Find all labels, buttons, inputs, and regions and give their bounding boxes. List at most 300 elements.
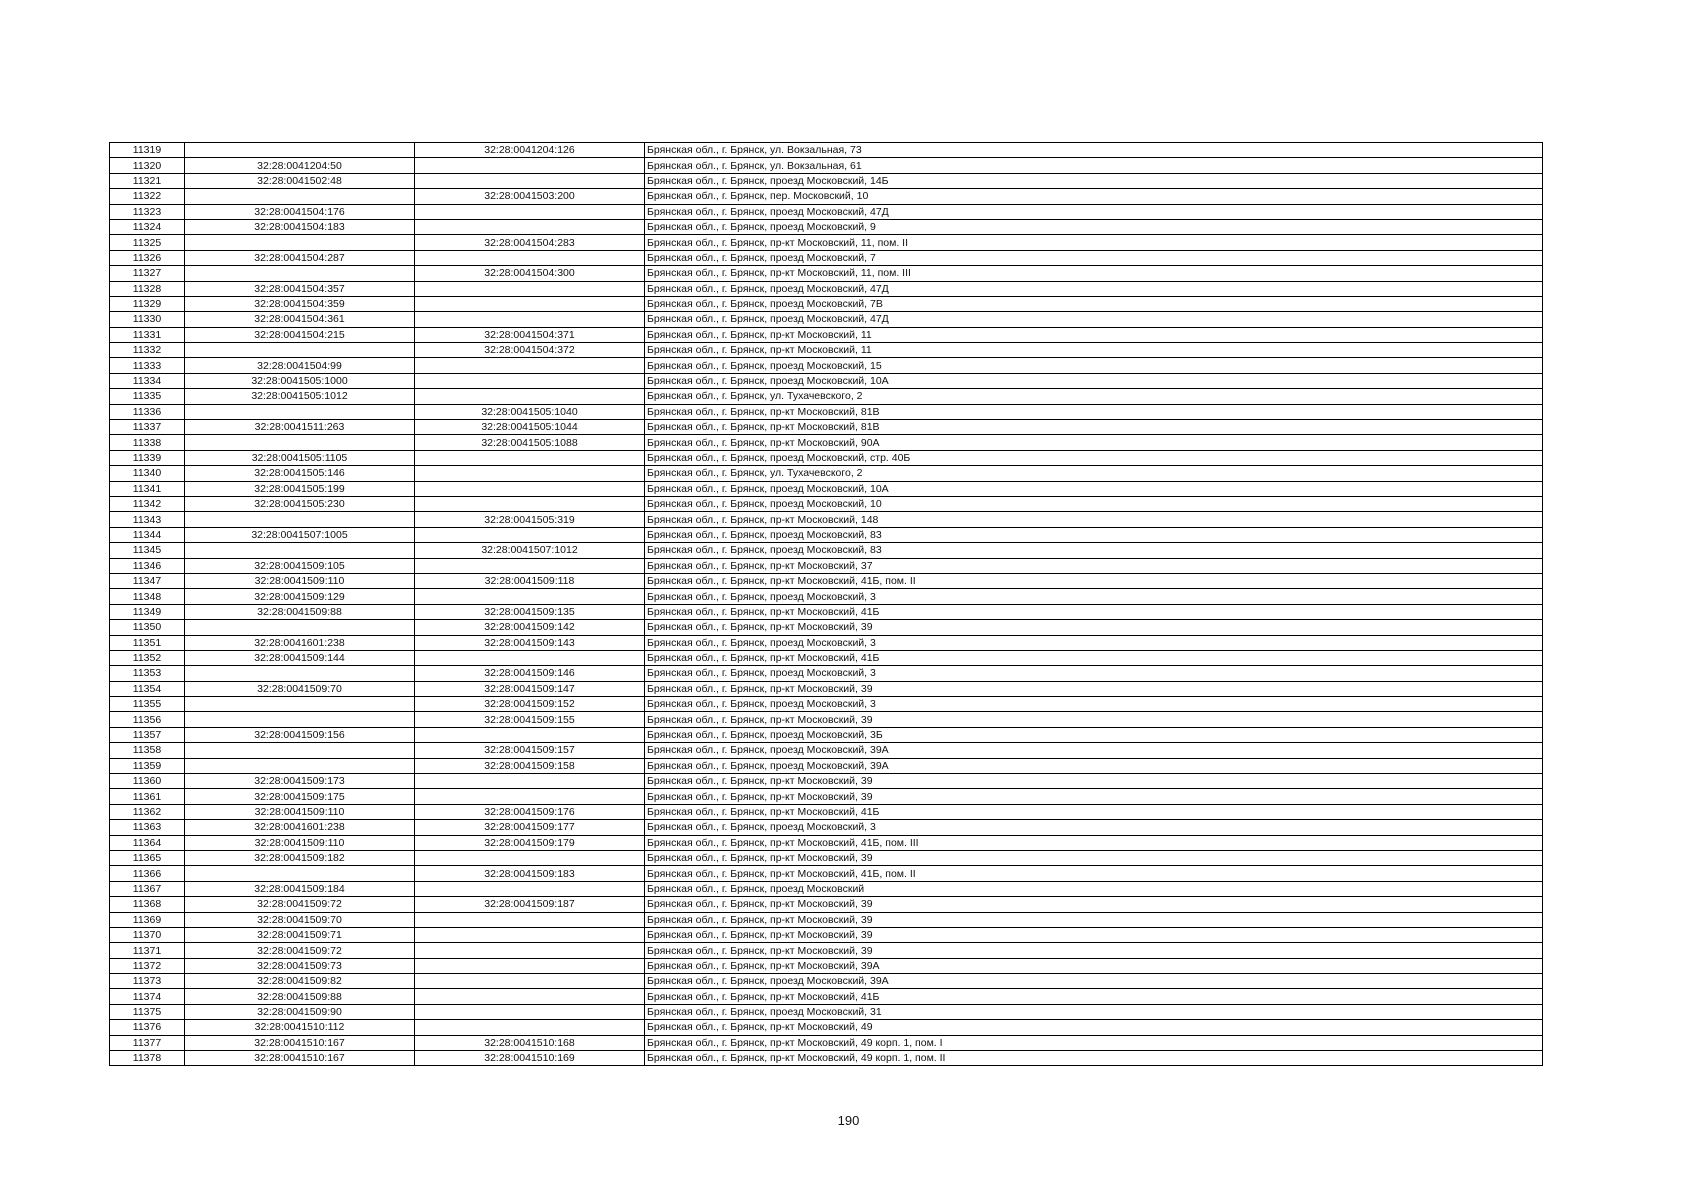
cadastral-number-cell: 32:28:0041509:129: [185, 589, 415, 604]
linked-cadastral-number-cell: 32:28:0041505:1040: [415, 404, 645, 419]
linked-cadastral-number-cell: [415, 312, 645, 327]
table-row: [110, 512, 1543, 527]
table-row: [110, 866, 1543, 881]
linked-cadastral-number-cell: 32:28:0041507:1012: [415, 543, 645, 558]
address-cell: Брянская обл., г. Брянск, пр-кт Московский, 41Б: [645, 804, 1543, 819]
table-row: [110, 789, 1543, 804]
address-cell: Брянская обл., г. Брянск, пр-кт Московский, 41Б, пом. II: [645, 573, 1543, 588]
table-row: [110, 620, 1543, 635]
address-cell: Брянская обл., г. Брянск, пр-кт Московский, 148: [645, 512, 1543, 527]
address-cell: Брянская обл., г. Брянск, пр-кт Московский, 41Б: [645, 989, 1543, 1004]
address-cell: Брянская обл., г. Брянск, ул. Вокзальная, 73: [645, 143, 1543, 158]
table-row: [110, 681, 1543, 696]
cadastral-number-cell: 32:28:0041509:70: [185, 912, 415, 927]
table-row: [110, 758, 1543, 773]
address-cell: Брянская обл., г. Брянск, пр-кт Московский, 39: [645, 774, 1543, 789]
linked-cadastral-number-cell: [415, 774, 645, 789]
row-number-cell: 11341: [110, 481, 185, 496]
linked-cadastral-number-cell: 32:28:0041509:118: [415, 573, 645, 588]
address-cell: Брянская обл., г. Брянск, пр-кт Московский, 41Б: [645, 650, 1543, 665]
cadastral-number-cell: 32:28:0041502:48: [185, 173, 415, 188]
row-number-cell: 11335: [110, 389, 185, 404]
table-row: [110, 573, 1543, 588]
row-number-cell: 11337: [110, 420, 185, 435]
linked-cadastral-number-cell: 32:28:0041204:126: [415, 143, 645, 158]
cadastral-number-cell: [185, 758, 415, 773]
address-cell: Брянская обл., г. Брянск, ул. Вокзальная, 61: [645, 158, 1543, 173]
cadastral-number-cell: [185, 712, 415, 727]
cadastral-number-cell: [185, 235, 415, 250]
table-row: [110, 958, 1543, 973]
linked-cadastral-number-cell: [415, 173, 645, 188]
linked-cadastral-number-cell: [415, 912, 645, 927]
linked-cadastral-number-cell: 32:28:0041509:158: [415, 758, 645, 773]
table-row: [110, 712, 1543, 727]
cadastral-number-cell: 32:28:0041509:88: [185, 989, 415, 1004]
address-cell: Брянская обл., г. Брянск, ул. Тухачевского, 2: [645, 389, 1543, 404]
table-row: [110, 943, 1543, 958]
row-number-cell: 11355: [110, 697, 185, 712]
cadastral-number-cell: [185, 512, 415, 527]
table-row: [110, 804, 1543, 819]
row-number-cell: 11378: [110, 1051, 185, 1066]
row-number-cell: 11347: [110, 573, 185, 588]
linked-cadastral-number-cell: [415, 466, 645, 481]
row-number-cell: 11370: [110, 927, 185, 942]
address-cell: Брянская обл., г. Брянск, проезд Московский, 3Б: [645, 727, 1543, 742]
row-number-cell: 11338: [110, 435, 185, 450]
cadastral-number-cell: 32:28:0041509:88: [185, 604, 415, 619]
linked-cadastral-number-cell: [415, 943, 645, 958]
address-cell: Брянская обл., г. Брянск, проезд Московский, 39А: [645, 743, 1543, 758]
cadastral-number-cell: 32:28:0041509:73: [185, 958, 415, 973]
cadastral-number-cell: [185, 743, 415, 758]
row-number-cell: 11320: [110, 158, 185, 173]
address-cell: Брянская обл., г. Брянск, пр-кт Московский, 39: [645, 912, 1543, 927]
address-cell: Брянская обл., г. Брянск, проезд Московский, 31: [645, 1004, 1543, 1019]
address-cell: Брянская обл., г. Брянск, проезд Московский, 3: [645, 820, 1543, 835]
cadastral-number-cell: 32:28:0041504:176: [185, 204, 415, 219]
linked-cadastral-number-cell: [415, 1020, 645, 1035]
row-number-cell: 11367: [110, 881, 185, 896]
table-row: [110, 327, 1543, 342]
linked-cadastral-number-cell: 32:28:0041509:135: [415, 604, 645, 619]
table-row: [110, 558, 1543, 573]
table-row: [110, 420, 1543, 435]
address-cell: Брянская обл., г. Брянск, пр-кт Московский, 49 корп. 1, пом. II: [645, 1051, 1543, 1066]
address-cell: Брянская обл., г. Брянск, пр-кт Московский, 11: [645, 343, 1543, 358]
cadastral-number-cell: 32:28:0041509:184: [185, 881, 415, 896]
table-row: [110, 697, 1543, 712]
linked-cadastral-number-cell: [415, 974, 645, 989]
linked-cadastral-number-cell: [415, 789, 645, 804]
linked-cadastral-number-cell: [415, 389, 645, 404]
address-cell: Брянская обл., г. Брянск, пер. Московский, 10: [645, 189, 1543, 204]
address-cell: Брянская обл., г. Брянск, пр-кт Московский, 49: [645, 1020, 1543, 1035]
table-row: [110, 774, 1543, 789]
cadastral-number-cell: [185, 435, 415, 450]
address-cell: Брянская обл., г. Брянск, пр-кт Московский, 11, пом. II: [645, 235, 1543, 250]
linked-cadastral-number-cell: 32:28:0041509:146: [415, 666, 645, 681]
table-row: [110, 358, 1543, 373]
address-cell: Брянская обл., г. Брянск, проезд Московский, 10А: [645, 481, 1543, 496]
address-cell: Брянская обл., г. Брянск, проезд Московский, 3: [645, 666, 1543, 681]
row-number-cell: 11343: [110, 512, 185, 527]
cadastral-number-cell: 32:28:0041511:263: [185, 420, 415, 435]
row-number-cell: 11356: [110, 712, 185, 727]
cadastral-number-cell: 32:28:0041505:1105: [185, 450, 415, 465]
table-row: [110, 296, 1543, 311]
cadastral-number-cell: 32:28:0041504:215: [185, 327, 415, 342]
cadastral-number-cell: 32:28:0041504:183: [185, 219, 415, 234]
address-cell: Брянская обл., г. Брянск, проезд Московский, 10: [645, 496, 1543, 511]
cadastral-number-cell: 32:28:0041505:1012: [185, 389, 415, 404]
row-number-cell: 11327: [110, 266, 185, 281]
row-number-cell: 11329: [110, 296, 185, 311]
address-cell: Брянская обл., г. Брянск, пр-кт Московский, 39: [645, 850, 1543, 865]
table-row: [110, 912, 1543, 927]
linked-cadastral-number-cell: 32:28:0041505:1088: [415, 435, 645, 450]
linked-cadastral-number-cell: [415, 481, 645, 496]
row-number-cell: 11369: [110, 912, 185, 927]
cadastral-number-cell: 32:28:0041509:110: [185, 573, 415, 588]
linked-cadastral-number-cell: [415, 958, 645, 973]
cadastral-number-cell: 32:28:0041204:50: [185, 158, 415, 173]
row-number-cell: 11357: [110, 727, 185, 742]
cadastral-number-cell: 32:28:0041504:287: [185, 250, 415, 265]
linked-cadastral-number-cell: 32:28:0041509:152: [415, 697, 645, 712]
address-cell: Брянская обл., г. Брянск, проезд Московский, 39А: [645, 974, 1543, 989]
address-cell: Брянская обл., г. Брянск, пр-кт Московский, 39: [645, 620, 1543, 635]
cadastral-number-cell: 32:28:0041510:112: [185, 1020, 415, 1035]
cadastral-number-cell: 32:28:0041504:359: [185, 296, 415, 311]
address-cell: Брянская обл., г. Брянск, проезд Московский, 7В: [645, 296, 1543, 311]
table-row: [110, 312, 1543, 327]
table-row: [110, 1035, 1543, 1050]
row-number-cell: 11351: [110, 635, 185, 650]
table-row: [110, 343, 1543, 358]
cadastral-number-cell: [185, 404, 415, 419]
row-number-cell: 11354: [110, 681, 185, 696]
linked-cadastral-number-cell: 32:28:0041504:283: [415, 235, 645, 250]
table-row: [110, 143, 1543, 158]
table-row: [110, 820, 1543, 835]
address-cell: Брянская обл., г. Брянск, пр-кт Московский, 39: [645, 789, 1543, 804]
linked-cadastral-number-cell: 32:28:0041509:187: [415, 897, 645, 912]
row-number-cell: 11328: [110, 281, 185, 296]
table-row: [110, 604, 1543, 619]
cadastral-number-cell: 32:28:0041509:182: [185, 850, 415, 865]
linked-cadastral-number-cell: [415, 881, 645, 896]
address-cell: Брянская обл., г. Брянск, проезд Московский, стр. 40Б: [645, 450, 1543, 465]
address-cell: Брянская обл., г. Брянск, пр-кт Московский, 39А: [645, 958, 1543, 973]
linked-cadastral-number-cell: [415, 1004, 645, 1019]
cadastral-number-cell: 32:28:0041510:167: [185, 1051, 415, 1066]
address-cell: Брянская обл., г. Брянск, пр-кт Московский, 49 корп. 1, пом. I: [645, 1035, 1543, 1050]
row-number-cell: 11339: [110, 450, 185, 465]
address-cell: Брянская обл., г. Брянск, пр-кт Московский, 81В: [645, 420, 1543, 435]
address-cell: Брянская обл., г. Брянск, проезд Московский, 9: [645, 219, 1543, 234]
row-number-cell: 11375: [110, 1004, 185, 1019]
address-cell: Брянская обл., г. Брянск, проезд Московский, 47Д: [645, 204, 1543, 219]
address-cell: Брянская обл., г. Брянск, проезд Московский, 83: [645, 527, 1543, 542]
row-number-cell: 11325: [110, 235, 185, 250]
row-number-cell: 11332: [110, 343, 185, 358]
row-number-cell: 11323: [110, 204, 185, 219]
row-number-cell: 11331: [110, 327, 185, 342]
linked-cadastral-number-cell: [415, 496, 645, 511]
cadastral-number-cell: 32:28:0041509:70: [185, 681, 415, 696]
linked-cadastral-number-cell: [415, 989, 645, 1004]
table-row: [110, 835, 1543, 850]
address-cell: Брянская обл., г. Брянск, пр-кт Московский, 81В: [645, 404, 1543, 419]
row-number-cell: 11333: [110, 358, 185, 373]
address-cell: Брянская обл., г. Брянск, проезд Московский, 83: [645, 543, 1543, 558]
cadastral-number-cell: [185, 697, 415, 712]
table-row: [110, 496, 1543, 511]
address-cell: Брянская обл., г. Брянск, пр-кт Московский, 39: [645, 943, 1543, 958]
linked-cadastral-number-cell: [415, 927, 645, 942]
linked-cadastral-number-cell: [415, 358, 645, 373]
cadastral-number-cell: 32:28:0041601:238: [185, 820, 415, 835]
row-number-cell: 11336: [110, 404, 185, 419]
linked-cadastral-number-cell: 32:28:0041509:147: [415, 681, 645, 696]
cadastral-number-cell: [185, 866, 415, 881]
table-row: [110, 989, 1543, 1004]
row-number-cell: 11330: [110, 312, 185, 327]
row-number-cell: 11326: [110, 250, 185, 265]
linked-cadastral-number-cell: [415, 281, 645, 296]
address-cell: Брянская обл., г. Брянск, пр-кт Московский, 39: [645, 712, 1543, 727]
cadastral-number-cell: [185, 543, 415, 558]
cadastral-number-cell: 32:28:0041507:1005: [185, 527, 415, 542]
table-row: [110, 927, 1543, 942]
table-row: [110, 481, 1543, 496]
table-row: [110, 373, 1543, 388]
address-cell: Брянская обл., г. Брянск, проезд Московский, 47Д: [645, 281, 1543, 296]
linked-cadastral-number-cell: [415, 158, 645, 173]
linked-cadastral-number-cell: 32:28:0041509:176: [415, 804, 645, 819]
row-number-cell: 11376: [110, 1020, 185, 1035]
address-cell: Брянская обл., г. Брянск, пр-кт Московский, 39: [645, 927, 1543, 942]
row-number-cell: 11353: [110, 666, 185, 681]
address-cell: Брянская обл., г. Брянск, проезд Московский, 39А: [645, 758, 1543, 773]
linked-cadastral-number-cell: 32:28:0041505:319: [415, 512, 645, 527]
cadastral-number-cell: 32:28:0041601:238: [185, 635, 415, 650]
linked-cadastral-number-cell: 32:28:0041510:169: [415, 1051, 645, 1066]
registry-table: [109, 142, 1543, 1066]
row-number-cell: 11352: [110, 650, 185, 665]
row-number-cell: 11364: [110, 835, 185, 850]
linked-cadastral-number-cell: 32:28:0041509:143: [415, 635, 645, 650]
address-cell: Брянская обл., г. Брянск, проезд Московский, 15: [645, 358, 1543, 373]
address-cell: Брянская обл., г. Брянск, проезд Московский, 47Д: [645, 312, 1543, 327]
cadastral-number-cell: 32:28:0041509:173: [185, 774, 415, 789]
row-number-cell: 11358: [110, 743, 185, 758]
row-number-cell: 11334: [110, 373, 185, 388]
row-number-cell: 11363: [110, 820, 185, 835]
cadastral-number-cell: [185, 343, 415, 358]
cadastral-number-cell: 32:28:0041509:105: [185, 558, 415, 573]
cadastral-number-cell: 32:28:0041510:167: [185, 1035, 415, 1050]
table-row: [110, 450, 1543, 465]
table-row: [110, 219, 1543, 234]
cadastral-number-cell: 32:28:0041509:72: [185, 897, 415, 912]
table-row: [110, 281, 1543, 296]
address-cell: Брянская обл., г. Брянск, проезд Московский, 3: [645, 635, 1543, 650]
linked-cadastral-number-cell: 32:28:0041510:168: [415, 1035, 645, 1050]
table-row: [110, 727, 1543, 742]
linked-cadastral-number-cell: [415, 250, 645, 265]
cadastral-number-cell: 32:28:0041509:110: [185, 804, 415, 819]
table-row: [110, 635, 1543, 650]
cadastral-number-cell: 32:28:0041504:99: [185, 358, 415, 373]
address-cell: Брянская обл., г. Брянск, пр-кт Московский, 41Б, пом. III: [645, 835, 1543, 850]
cadastral-number-cell: 32:28:0041504:361: [185, 312, 415, 327]
row-number-cell: 11319: [110, 143, 185, 158]
cadastral-number-cell: 32:28:0041505:230: [185, 496, 415, 511]
linked-cadastral-number-cell: 32:28:0041509:155: [415, 712, 645, 727]
address-cell: Брянская обл., г. Брянск, ул. Тухачевского, 2: [645, 466, 1543, 481]
address-cell: Брянская обл., г. Брянск, пр-кт Московский, 39: [645, 681, 1543, 696]
address-cell: Брянская обл., г. Брянск, пр-кт Московский, 39: [645, 897, 1543, 912]
cadastral-number-cell: 32:28:0041509:156: [185, 727, 415, 742]
linked-cadastral-number-cell: 32:28:0041509:157: [415, 743, 645, 758]
cadastral-number-cell: [185, 266, 415, 281]
table-row: [110, 1004, 1543, 1019]
table-row: [110, 974, 1543, 989]
linked-cadastral-number-cell: [415, 589, 645, 604]
row-number-cell: 11361: [110, 789, 185, 804]
cadastral-number-cell: [185, 620, 415, 635]
table-row: [110, 1051, 1543, 1066]
linked-cadastral-number-cell: [415, 527, 645, 542]
cadastral-number-cell: 32:28:0041505:1000: [185, 373, 415, 388]
row-number-cell: 11350: [110, 620, 185, 635]
row-number-cell: 11324: [110, 219, 185, 234]
cadastral-number-cell: [185, 189, 415, 204]
row-number-cell: 11321: [110, 173, 185, 188]
table-row: [110, 404, 1543, 419]
cadastral-number-cell: [185, 666, 415, 681]
address-cell: Брянская обл., г. Брянск, проезд Московский, 3: [645, 589, 1543, 604]
table-row: [110, 466, 1543, 481]
cadastral-number-cell: [185, 143, 415, 158]
cadastral-number-cell: 32:28:0041509:110: [185, 835, 415, 850]
row-number-cell: 11365: [110, 850, 185, 865]
table-row: [110, 266, 1543, 281]
linked-cadastral-number-cell: [415, 373, 645, 388]
row-number-cell: 11349: [110, 604, 185, 619]
cadastral-number-cell: 32:28:0041504:357: [185, 281, 415, 296]
table-row: [110, 543, 1543, 558]
table-row: [110, 435, 1543, 450]
table-row: [110, 650, 1543, 665]
table-row: [110, 189, 1543, 204]
linked-cadastral-number-cell: 32:28:0041504:371: [415, 327, 645, 342]
linked-cadastral-number-cell: 32:28:0041503:200: [415, 189, 645, 204]
table-row: [110, 897, 1543, 912]
address-cell: Брянская обл., г. Брянск, пр-кт Московский, 11: [645, 327, 1543, 342]
address-cell: Брянская обл., г. Брянск, проезд Московский, 14Б: [645, 173, 1543, 188]
cadastral-number-cell: 32:28:0041505:199: [185, 481, 415, 496]
cadastral-number-cell: 32:28:0041505:146: [185, 466, 415, 481]
row-number-cell: 11345: [110, 543, 185, 558]
row-number-cell: 11377: [110, 1035, 185, 1050]
row-number-cell: 11344: [110, 527, 185, 542]
row-number-cell: 11342: [110, 496, 185, 511]
table-row: [110, 666, 1543, 681]
linked-cadastral-number-cell: [415, 450, 645, 465]
row-number-cell: 11360: [110, 774, 185, 789]
address-cell: Брянская обл., г. Брянск, пр-кт Московский, 37: [645, 558, 1543, 573]
table-row: [110, 743, 1543, 758]
table-row: [110, 158, 1543, 173]
page-number: 190: [837, 1113, 860, 1128]
linked-cadastral-number-cell: [415, 296, 645, 311]
cadastral-number-cell: 32:28:0041509:90: [185, 1004, 415, 1019]
address-cell: Брянская обл., г. Брянск, пр-кт Московский, 41Б: [645, 604, 1543, 619]
linked-cadastral-number-cell: 32:28:0041509:179: [415, 835, 645, 850]
table-row: [110, 881, 1543, 896]
address-cell: Брянская обл., г. Брянск, пр-кт Московский, 11, пом. III: [645, 266, 1543, 281]
row-number-cell: 11373: [110, 974, 185, 989]
row-number-cell: 11340: [110, 466, 185, 481]
linked-cadastral-number-cell: 32:28:0041509:177: [415, 820, 645, 835]
address-cell: Брянская обл., г. Брянск, пр-кт Московский, 41Б, пом. II: [645, 866, 1543, 881]
linked-cadastral-number-cell: [415, 727, 645, 742]
registry-table-body: [110, 143, 1543, 1066]
linked-cadastral-number-cell: 32:28:0041504:372: [415, 343, 645, 358]
cadastral-number-cell: 32:28:0041509:72: [185, 943, 415, 958]
address-cell: Брянская обл., г. Брянск, проезд Московский, 7: [645, 250, 1543, 265]
address-cell: Брянская обл., г. Брянск, пр-кт Московский, 90А: [645, 435, 1543, 450]
row-number-cell: 11359: [110, 758, 185, 773]
table-row: [110, 1020, 1543, 1035]
address-cell: Брянская обл., г. Брянск, проезд Московский, 3: [645, 697, 1543, 712]
linked-cadastral-number-cell: 32:28:0041504:300: [415, 266, 645, 281]
table-row: [110, 235, 1543, 250]
linked-cadastral-number-cell: 32:28:0041505:1044: [415, 420, 645, 435]
table-row: [110, 250, 1543, 265]
row-number-cell: 11374: [110, 989, 185, 1004]
row-number-cell: 11366: [110, 866, 185, 881]
row-number-cell: 11348: [110, 589, 185, 604]
linked-cadastral-number-cell: [415, 219, 645, 234]
row-number-cell: 11368: [110, 897, 185, 912]
table-row: [110, 850, 1543, 865]
linked-cadastral-number-cell: [415, 650, 645, 665]
address-cell: Брянская обл., г. Брянск, проезд Московский, 10А: [645, 373, 1543, 388]
table-row: [110, 173, 1543, 188]
cadastral-number-cell: 32:28:0041509:144: [185, 650, 415, 665]
cadastral-number-cell: 32:28:0041509:82: [185, 974, 415, 989]
table-row: [110, 589, 1543, 604]
linked-cadastral-number-cell: 32:28:0041509:183: [415, 866, 645, 881]
table-row: [110, 527, 1543, 542]
cadastral-number-cell: 32:28:0041509:71: [185, 927, 415, 942]
table-row: [110, 204, 1543, 219]
linked-cadastral-number-cell: [415, 850, 645, 865]
linked-cadastral-number-cell: 32:28:0041509:142: [415, 620, 645, 635]
row-number-cell: 11322: [110, 189, 185, 204]
row-number-cell: 11346: [110, 558, 185, 573]
row-number-cell: 11372: [110, 958, 185, 973]
cadastral-number-cell: 32:28:0041509:175: [185, 789, 415, 804]
table-row: [110, 389, 1543, 404]
row-number-cell: 11371: [110, 943, 185, 958]
linked-cadastral-number-cell: [415, 558, 645, 573]
